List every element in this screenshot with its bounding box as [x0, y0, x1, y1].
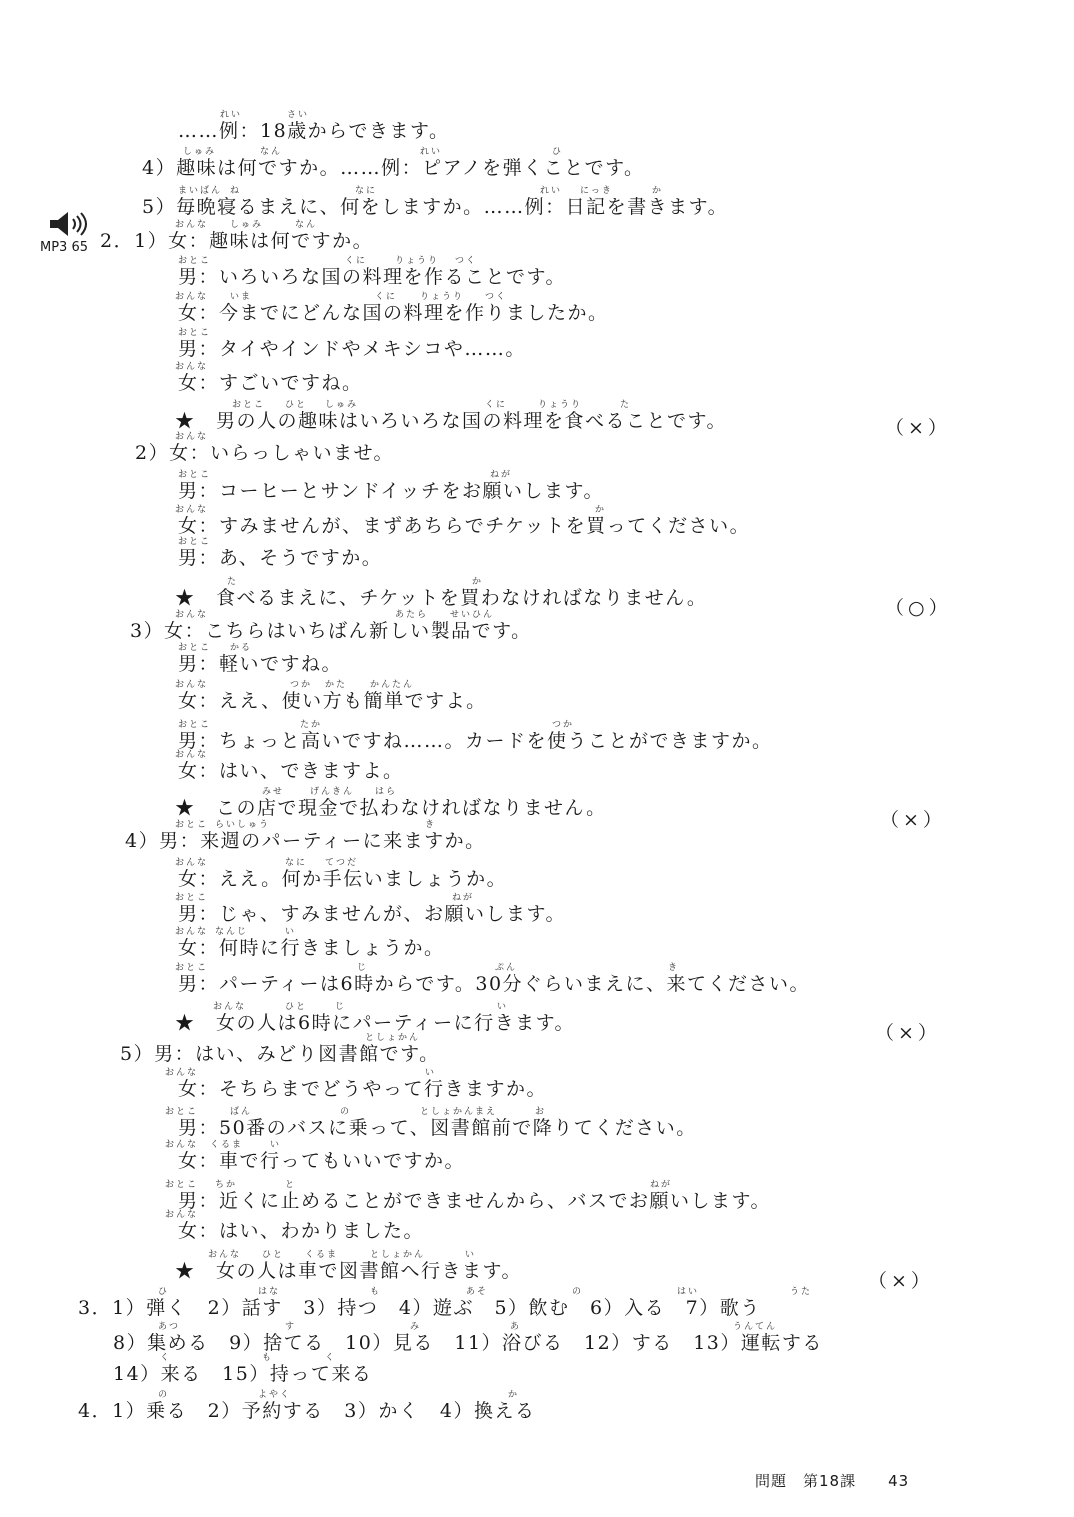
- furigana: み: [410, 1322, 422, 1332]
- furigana: た: [227, 577, 239, 587]
- text-line: 男：50番のバスに乗って、図書館前で降りてください。: [178, 1117, 697, 1139]
- answer-mark: （×）: [868, 1270, 934, 1292]
- furigana: うた: [790, 1287, 813, 1297]
- furigana: い: [285, 927, 297, 937]
- furigana: ねが: [452, 893, 475, 903]
- text-line: ……例：18歳からできます。: [178, 120, 450, 142]
- text-line: 4．1）乗る 2）予約する 3）かく 4）換える: [78, 1400, 536, 1422]
- furigana: い: [270, 1140, 282, 1150]
- furigana: じ: [357, 963, 369, 973]
- text-line: ★ 女の人は6時にパーティーに行きます。: [175, 1012, 576, 1034]
- answer-mark: （×）: [880, 809, 946, 831]
- furigana: あつ: [158, 1322, 181, 1332]
- text-line: 女：ええ。何か手伝いましょうか。: [178, 868, 508, 890]
- text-line: ★ 食べるまえに、チケットを買わなければなりません。: [175, 587, 708, 609]
- text-line: 5）毎晩寝るまえに、何をしますか。……例：日記を書きます。: [142, 196, 729, 218]
- text-line: 男：ちょっと高いですね……。カードを使うことができますか。: [178, 730, 773, 752]
- furigana: おとこ: [175, 893, 209, 903]
- furigana: ばん: [230, 1107, 253, 1117]
- furigana: ぷん: [495, 963, 518, 973]
- furigana: おんな: [208, 1250, 242, 1260]
- furigana: おとこ: [178, 720, 212, 730]
- furigana: おんな: [175, 220, 209, 230]
- furigana: なん: [295, 220, 318, 230]
- furigana: か: [508, 1390, 520, 1400]
- furigana: お: [535, 1107, 547, 1117]
- furigana: い: [497, 1002, 509, 1012]
- furigana: あ: [510, 1322, 522, 1332]
- furigana: く: [325, 1353, 337, 1363]
- furigana: てつだ: [325, 858, 359, 868]
- furigana: はら: [375, 787, 398, 797]
- furigana: りょうり: [538, 400, 583, 410]
- text-line: 2）女：いらっしゃいませ。: [135, 442, 395, 464]
- furigana: の: [572, 1287, 584, 1297]
- text-line: 男：近くに止めることができませんから、バスでお願いします。: [178, 1190, 771, 1212]
- text-line: 男：パーティーは6時からです。30分ぐらいまえに、来てください。: [178, 973, 811, 995]
- text-line: 4）男：来週のパーティーに来ますか。: [125, 830, 486, 852]
- furigana: れい: [540, 186, 563, 196]
- furigana: なに: [355, 186, 378, 196]
- furigana: くに: [485, 400, 508, 410]
- furigana: らいしゅう: [215, 820, 271, 830]
- furigana: しゅみ: [230, 220, 264, 230]
- furigana: ひと: [285, 400, 308, 410]
- furigana: おんな: [213, 1002, 247, 1012]
- furigana: おんな: [175, 610, 209, 620]
- furigana: おとこ: [178, 328, 212, 338]
- text-line: 女：はい、できますよ。: [178, 760, 404, 782]
- furigana: つく: [455, 256, 478, 266]
- text-line: 女：今までにどんな国の料理を作りましたか。: [178, 302, 609, 324]
- furigana: おとこ: [175, 963, 209, 973]
- furigana: なんじ: [215, 927, 249, 937]
- furigana: りょうり: [395, 256, 440, 266]
- text-line: 女：車で行ってもいいですか。: [178, 1150, 466, 1172]
- furigana: おんな: [165, 1140, 199, 1150]
- text-line: 2．1）女：趣味は何ですか。: [100, 230, 374, 252]
- furigana: ねが: [490, 470, 513, 480]
- furigana: おんな: [175, 432, 209, 442]
- furigana: げんきん: [310, 787, 355, 797]
- text-line: 女：何時に行きましょうか。: [178, 937, 445, 959]
- text-line: 男：いろいろな国の料理を作ることです。: [178, 266, 566, 288]
- page-number: 43: [888, 1472, 910, 1490]
- furigana: た: [620, 400, 632, 410]
- furigana: か: [595, 505, 607, 515]
- furigana: おんな: [175, 292, 209, 302]
- furigana: い: [465, 1250, 477, 1260]
- furigana: なん: [260, 147, 283, 157]
- furigana: おんな: [175, 680, 209, 690]
- furigana: りょうり: [420, 292, 465, 302]
- furigana: せいひん: [450, 610, 495, 620]
- furigana: の: [158, 1390, 170, 1400]
- furigana: なに: [285, 858, 308, 868]
- furigana: おとこ: [165, 1180, 199, 1190]
- furigana: まいばん: [178, 186, 223, 196]
- furigana: にっき: [580, 186, 613, 196]
- text-line: 3．1）弾く 2）話す 3）持つ 4）遊ぶ 5）飲む 6）入る 7）歌う: [78, 1297, 761, 1319]
- furigana: く: [160, 1353, 172, 1363]
- furigana: としょかん: [370, 1250, 426, 1260]
- text-line: ★ 男の人の趣味はいろいろな国の料理を食べることです。: [175, 410, 727, 432]
- furigana: はな: [258, 1287, 281, 1297]
- furigana: くに: [375, 292, 398, 302]
- furigana: い: [425, 1068, 437, 1078]
- text-line: 4）趣味は何ですか。……例：ピアノを弾くことです。: [142, 157, 645, 179]
- text-line: 女：ええ、使い方も簡単ですよ。: [178, 690, 487, 712]
- furigana: いま: [230, 292, 253, 302]
- text-line: 男：コーヒーとサンドイッチをお願いします。: [178, 480, 604, 502]
- furigana: れい: [420, 147, 443, 157]
- text-line: 男：じゃ、すみませんが、お願いします。: [178, 903, 566, 925]
- furigana: かんたん: [370, 680, 415, 690]
- furigana: くに: [345, 256, 368, 266]
- furigana: ね: [230, 186, 242, 196]
- text-line: ★ この店で現金で払わなければなりません。: [175, 797, 607, 819]
- furigana: おとこ: [178, 470, 212, 480]
- furigana: れい: [220, 110, 243, 120]
- lesson-title: 問題 第18課: [755, 1472, 857, 1490]
- furigana: おとこ: [165, 1107, 199, 1117]
- furigana: しゅみ: [325, 400, 359, 410]
- answer-mark: （○）: [885, 597, 952, 619]
- text-line: 14）来る 15）持って来る: [113, 1363, 373, 1385]
- furigana: くるま: [210, 1140, 244, 1150]
- audio-track-label: MP3 65: [40, 240, 89, 255]
- furigana: き: [425, 820, 437, 830]
- furigana: おんな: [175, 362, 209, 372]
- furigana: おとこ: [178, 256, 212, 266]
- furigana: あたら: [395, 610, 429, 620]
- furigana: はい: [677, 1287, 700, 1297]
- furigana: みせ: [262, 787, 285, 797]
- text-line: 5）男：はい、みどり図書館です。: [120, 1043, 440, 1065]
- furigana: か: [472, 577, 484, 587]
- furigana: も: [370, 1287, 382, 1297]
- furigana: ねが: [650, 1180, 673, 1190]
- answer-mark: （×）: [875, 1022, 941, 1044]
- furigana: おんな: [175, 505, 209, 515]
- text-line: 女：はい、わかりました。: [178, 1220, 425, 1242]
- furigana: と: [285, 1180, 297, 1190]
- furigana: よやく: [258, 1390, 292, 1400]
- furigana: ちか: [215, 1180, 238, 1190]
- furigana: としょかんまえ: [420, 1107, 498, 1117]
- furigana: おとこ: [232, 400, 266, 410]
- furigana: おんな: [165, 1068, 199, 1078]
- furigana: ひ: [552, 147, 564, 157]
- furigana: うんてん: [733, 1322, 778, 1332]
- text-line: 3）女：こちらはいちばん新しい製品です。: [130, 620, 532, 642]
- furigana: じ: [335, 1002, 347, 1012]
- furigana: おとこ: [178, 643, 212, 653]
- furigana: としょかん: [365, 1033, 421, 1043]
- furigana: か: [652, 186, 664, 196]
- text-line: 男：あ、そうですか。: [178, 547, 383, 569]
- furigana: おんな: [175, 927, 209, 937]
- furigana: おんな: [175, 858, 209, 868]
- furigana: おとこ: [175, 820, 209, 830]
- text-line: ★ 女の人は車で図書館へ行きます。: [175, 1260, 522, 1282]
- furigana: も: [262, 1353, 274, 1363]
- furigana: つか: [290, 680, 313, 690]
- furigana: ひと: [262, 1250, 285, 1260]
- furigana: つか: [552, 720, 575, 730]
- furigana: き: [668, 963, 680, 973]
- furigana: おんな: [165, 1210, 199, 1220]
- furigana: しゅみ: [183, 147, 217, 157]
- furigana: ひ: [158, 1287, 170, 1297]
- furigana: さい: [287, 110, 310, 120]
- furigana: くるま: [305, 1250, 339, 1260]
- text-line: 男：軽いですね。: [178, 653, 343, 675]
- text-line: 女：すごいですね。: [178, 372, 363, 394]
- furigana: す: [285, 1322, 297, 1332]
- furigana: たか: [300, 720, 323, 730]
- furigana: の: [340, 1107, 352, 1117]
- furigana: かる: [230, 643, 253, 653]
- text-line: 女：すみませんが、まずあちらでチケットを買ってください。: [178, 515, 751, 537]
- furigana: あそ: [466, 1287, 489, 1297]
- text-line: 女：そちらまでどうやって行きますか。: [178, 1078, 548, 1100]
- furigana: おんな: [175, 750, 209, 760]
- page-footer: [755, 1470, 909, 1491]
- furigana: つく: [485, 292, 508, 302]
- text-line: 8）集める 9）捨てる 10）見る 11）浴びる 12）する 13）運転する: [113, 1332, 823, 1354]
- speaker-icon[interactable]: [40, 210, 100, 238]
- answer-mark: （×）: [885, 417, 951, 439]
- furigana: ひと: [285, 1002, 308, 1012]
- furigana: おとこ: [178, 537, 212, 547]
- furigana: かた: [325, 680, 348, 690]
- text-line: 男：タイやインドやメキシコや……。: [178, 338, 526, 360]
